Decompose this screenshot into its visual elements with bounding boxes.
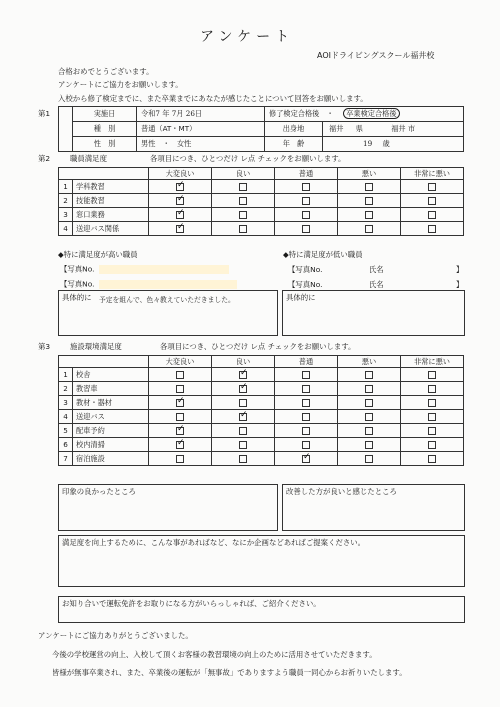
name-label: 氏名 (368, 280, 384, 289)
rating-cell (338, 194, 401, 208)
rating-cell (149, 410, 212, 424)
rating-checkbox[interactable] (365, 225, 373, 233)
rating-checkbox[interactable] (239, 455, 247, 463)
table-row (59, 222, 464, 236)
rating-cell (338, 410, 401, 424)
rating-cell (275, 424, 338, 438)
rating-cell (275, 180, 338, 194)
rating-checkbox[interactable] (428, 427, 436, 435)
bracket-close: 】 (455, 265, 464, 274)
rating-cell (338, 438, 401, 452)
rating-checkbox[interactable] (302, 399, 310, 407)
rating-checkbox[interactable] (176, 211, 184, 219)
col-very-good: 大変良い (149, 168, 212, 180)
rating-cell (338, 424, 401, 438)
rating-cell (149, 438, 212, 452)
section2-instruction: 各項目につき、ひとつだけ レ点 チェックをお願いします。 (150, 154, 346, 163)
table-row (59, 194, 464, 208)
section3-instruction: 各項目につき、ひとつだけ レ点 チェックをお願いします。 (160, 342, 356, 351)
row-number: 4 (59, 222, 73, 236)
rating-cell (275, 452, 338, 466)
rating-checkbox[interactable] (428, 441, 436, 449)
rating-cell (401, 424, 464, 438)
low-detail-box[interactable] (282, 290, 465, 336)
high-detail-box[interactable] (58, 290, 278, 336)
detail-label: 具体的に (62, 293, 92, 302)
rating-cell (275, 382, 338, 396)
rating-cell (275, 194, 338, 208)
rating-checkbox[interactable] (302, 371, 310, 379)
rating-checkbox[interactable] (365, 441, 373, 449)
city-unit: 市 (407, 124, 416, 133)
rating-cell (212, 222, 275, 236)
rating-checkbox[interactable] (302, 413, 310, 421)
rating-cell (275, 410, 338, 424)
rating-checkbox[interactable] (239, 225, 247, 233)
section2-heading: 職員満足度 (70, 154, 107, 163)
col-average: 普通 (275, 168, 338, 180)
rating-checkbox[interactable] (302, 183, 310, 191)
staff-satisfaction-table (58, 167, 464, 236)
rating-checkbox[interactable] (239, 371, 247, 379)
rating-cell (338, 222, 401, 236)
rating-checkbox[interactable] (239, 427, 247, 435)
rating-cell (149, 222, 212, 236)
rating-checkbox[interactable] (365, 183, 373, 191)
rating-checkbox[interactable] (428, 455, 436, 463)
col-average: 普通 (275, 356, 338, 368)
rating-cell (149, 194, 212, 208)
rating-cell (149, 368, 212, 382)
rating-checkbox[interactable] (365, 197, 373, 205)
rating-checkbox[interactable] (176, 455, 184, 463)
intro-line-2: アンケートにご協力をお願いします。 (58, 80, 183, 89)
col-very-bad: 非常に悪い (401, 168, 464, 180)
low-photo-row-2[interactable] (288, 281, 463, 288)
rating-checkbox[interactable] (302, 441, 310, 449)
rating-checkbox[interactable] (239, 197, 247, 205)
section3-label: 第3 (38, 342, 51, 351)
row-number: 4 (59, 410, 73, 424)
city-value[interactable]: 福井 (391, 124, 406, 133)
rating-cell (212, 208, 275, 222)
rating-checkbox[interactable] (365, 385, 373, 393)
gender-value[interactable]: 男性 ・ 女性 (137, 137, 265, 152)
age-value[interactable]: 19 (363, 139, 373, 148)
rating-checkbox[interactable] (239, 211, 247, 219)
row-item-name: 校内清掃 (73, 438, 149, 452)
rating-cell (149, 180, 212, 194)
rating-checkbox[interactable] (365, 399, 373, 407)
rating-checkbox[interactable] (302, 211, 310, 219)
table-row (59, 438, 464, 452)
row-item-name: 宿泊施設 (73, 452, 149, 466)
rating-cell (212, 180, 275, 194)
section1-margin (59, 107, 73, 152)
page-title: アンケート (200, 29, 295, 45)
referral-label: お知り合いで運転免許をお取りになる方がいらっしゃれば、ご紹介ください。 (62, 599, 321, 608)
section1-label: 第1 (38, 109, 51, 118)
row-number: 1 (59, 368, 73, 382)
high-detail-text: 予定を組んで、色々教えていただきました。 (99, 296, 235, 304)
rating-cell (401, 222, 464, 236)
row-item-name: 教材・器材 (73, 396, 149, 410)
rating-cell (212, 410, 275, 424)
redacted-field (99, 280, 237, 289)
row-number: 2 (59, 194, 73, 208)
rating-cell (338, 180, 401, 194)
rating-cell (401, 410, 464, 424)
rating-checkbox[interactable] (176, 427, 184, 435)
facility-satisfaction-table (58, 355, 464, 466)
rating-checkbox[interactable] (428, 371, 436, 379)
row-item-name: 校舎 (73, 368, 149, 382)
rating-checkbox[interactable] (302, 455, 310, 463)
rating-checkbox[interactable] (302, 225, 310, 233)
rating-checkbox[interactable] (176, 371, 184, 379)
rating-cell (338, 396, 401, 410)
row-number: 2 (59, 382, 73, 396)
rating-cell (401, 452, 464, 466)
rating-cell (401, 180, 464, 194)
rating-cell (149, 452, 212, 466)
rating-cell (338, 208, 401, 222)
table-row (59, 368, 464, 382)
school-name: AOIドライビングスクール福井校 (317, 51, 435, 60)
rating-cell (149, 208, 212, 222)
rating-checkbox[interactable] (365, 427, 373, 435)
rating-cell (401, 208, 464, 222)
age-unit: 歳 (382, 139, 390, 148)
col-bad: 悪い (338, 168, 401, 180)
rating-checkbox[interactable] (239, 441, 247, 449)
rating-checkbox[interactable] (365, 455, 373, 463)
rating-checkbox[interactable] (428, 413, 436, 421)
rating-cell (401, 396, 464, 410)
photo-no-label: 【写真No. (60, 279, 95, 289)
rating-checkbox[interactable] (428, 211, 436, 219)
closing-line-1: アンケートにご協力ありがとうございました。 (38, 631, 193, 640)
rating-cell (275, 368, 338, 382)
impl-date-label: 実施日 (73, 107, 137, 122)
rating-cell (212, 382, 275, 396)
rating-checkbox[interactable] (239, 183, 247, 191)
rating-checkbox[interactable] (428, 197, 436, 205)
rating-cell (212, 424, 275, 438)
rating-checkbox[interactable] (176, 413, 184, 421)
table-row (59, 396, 464, 410)
rating-cell (338, 452, 401, 466)
rating-checkbox[interactable] (428, 399, 436, 407)
redacted-field (99, 265, 229, 274)
photo-no-label: 【写真No. (288, 265, 323, 274)
row-item-name: 技能教習 (73, 194, 149, 208)
rating-cell (275, 222, 338, 236)
closing-line-3: 皆様が無事卒業され、また、卒業後の運転が「無事故」でありますよう職員一同心からお祈りいたします。 (52, 668, 407, 677)
row-item-name: 送迎バス関係 (73, 222, 149, 236)
col-bad: 悪い (338, 356, 401, 368)
row-item-name: 窓口業務 (73, 208, 149, 222)
referral-box[interactable] (58, 596, 465, 623)
suggestion-box[interactable] (58, 535, 465, 587)
kind-value[interactable]: 普通（AT・MT） (137, 122, 265, 137)
closing-line-2: 今後の学校運営の向上、入校して頂くお客様の教習環境の向上のために活用させていただきます。 (52, 650, 377, 659)
rating-checkbox[interactable] (239, 385, 247, 393)
table-row (59, 424, 464, 438)
high-photo-row-1[interactable] (60, 265, 229, 274)
bracket-close: 】 (455, 280, 464, 289)
rating-checkbox[interactable] (176, 441, 184, 449)
exam-stage-label: 修了検定合格後 ・ (269, 109, 341, 118)
row-number: 5 (59, 424, 73, 438)
rating-cell (275, 396, 338, 410)
rating-checkbox[interactable] (176, 183, 184, 191)
rating-cell (149, 396, 212, 410)
row-number: 6 (59, 438, 73, 452)
rating-cell (275, 438, 338, 452)
section3-heading: 施設環境満足度 (70, 342, 122, 351)
rating-cell (149, 382, 212, 396)
rating-cell (212, 194, 275, 208)
rating-checkbox[interactable] (428, 385, 436, 393)
row-item-name: 学科教習 (73, 180, 149, 194)
row-number: 3 (59, 208, 73, 222)
table-row (59, 208, 464, 222)
prefecture-value[interactable]: 福井 (329, 124, 344, 133)
rating-cell (401, 382, 464, 396)
rating-checkbox[interactable] (239, 413, 247, 421)
birthplace-label: 出身地 (265, 122, 323, 137)
rating-checkbox[interactable] (239, 399, 247, 407)
table-row (59, 410, 464, 424)
rating-checkbox[interactable] (302, 385, 310, 393)
rating-cell (401, 368, 464, 382)
rating-checkbox[interactable] (176, 225, 184, 233)
section2-label: 第2 (38, 154, 51, 163)
col-very-good: 大変良い (149, 356, 212, 368)
col-very-bad: 非常に悪い (401, 356, 464, 368)
gender-label: 性 別 (73, 137, 137, 152)
prefecture-unit: 県 (355, 124, 363, 133)
rating-checkbox[interactable] (428, 225, 436, 233)
row-number: 1 (59, 180, 73, 194)
rating-cell (212, 452, 275, 466)
row-number: 7 (59, 452, 73, 466)
rating-cell (338, 368, 401, 382)
col-good: 良い (212, 356, 275, 368)
photo-no-label: 【写真No. (288, 280, 323, 289)
detail-label: 具体的に (286, 293, 316, 302)
high-photo-row-2[interactable] (60, 280, 237, 289)
rating-cell (338, 382, 401, 396)
rating-checkbox[interactable] (428, 183, 436, 191)
row-item-name: 配車予約 (73, 424, 149, 438)
row-number: 3 (59, 396, 73, 410)
rating-checkbox[interactable] (302, 427, 310, 435)
rating-checkbox[interactable] (365, 371, 373, 379)
high-staff-title: ◆特に満足度が高い職員 (58, 250, 138, 259)
rating-checkbox[interactable] (302, 197, 310, 205)
table-row (59, 452, 464, 466)
name-label: 氏名 (368, 265, 384, 274)
rating-cell (401, 438, 464, 452)
exam-stage-selected[interactable]: 卒業検定合格後 (343, 108, 399, 119)
intro-line-1: 合格おめでとうございます。 (58, 67, 154, 76)
good-points-label: 印象の良かったところ (62, 487, 136, 496)
good-points-box[interactable] (58, 484, 278, 531)
impl-date-value[interactable]: 令和7 年 7月 26日 (137, 107, 265, 122)
table-row (59, 382, 464, 396)
col-good: 良い (212, 168, 275, 180)
row-item-name: 送迎バス (73, 410, 149, 424)
age-label: 年 齢 (265, 137, 323, 152)
rating-cell (401, 194, 464, 208)
low-staff-title: ◆特に満足度が低い職員 (283, 250, 363, 259)
low-photo-row-1[interactable] (288, 266, 463, 273)
rating-checkbox[interactable] (365, 211, 373, 219)
rating-cell (212, 438, 275, 452)
suggestion-label: 満足度を向上するために、こんな事があればなど、なにか企画などあればご提案ください。 (62, 538, 366, 547)
rating-checkbox[interactable] (176, 399, 184, 407)
rating-cell (212, 396, 275, 410)
table-row (59, 180, 464, 194)
photo-no-label: 【写真No. (60, 264, 95, 274)
improve-points-label: 改善した方が良いと感じたところ (286, 487, 397, 496)
rating-checkbox[interactable] (176, 385, 184, 393)
basic-info-table (58, 106, 464, 152)
rating-checkbox[interactable] (365, 413, 373, 421)
rating-checkbox[interactable] (176, 197, 184, 205)
improve-points-box[interactable] (282, 484, 465, 531)
rating-cell (275, 208, 338, 222)
kind-label: 種 別 (73, 122, 137, 137)
rating-cell (149, 424, 212, 438)
row-item-name: 教習車 (73, 382, 149, 396)
rating-cell (212, 368, 275, 382)
intro-line-3: 入校から修了検定までに、また卒業までにあなたが感じたことについて回答をお願いします。 (58, 94, 368, 103)
